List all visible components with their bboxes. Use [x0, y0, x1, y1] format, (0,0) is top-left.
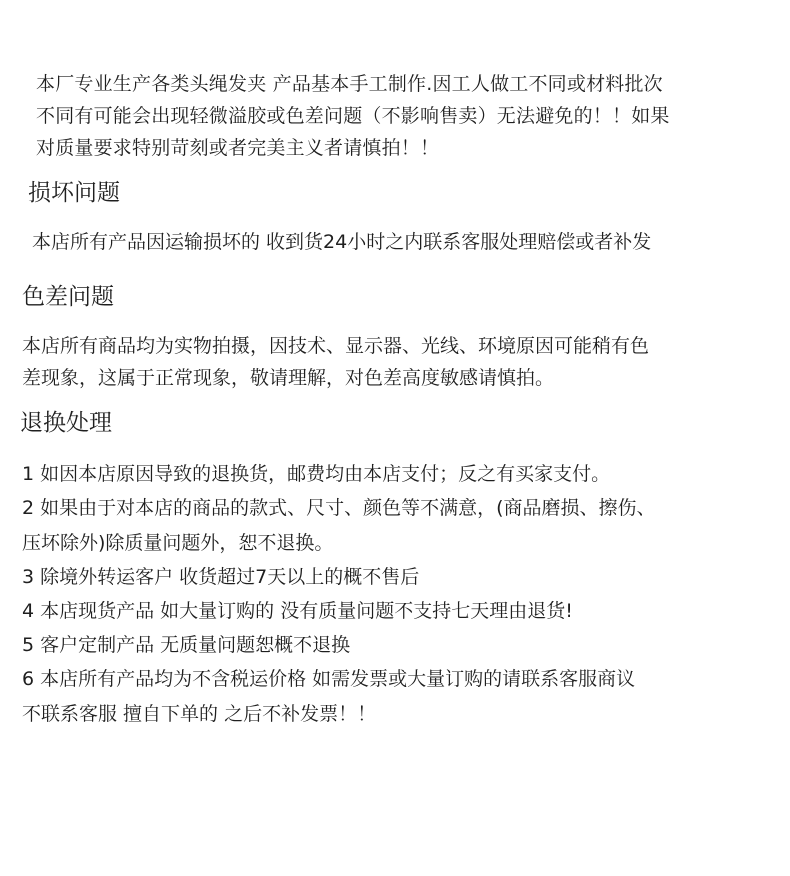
- returns-line: 3 除境外转运客户 收货超过7天以上的概不售后: [22, 566, 420, 588]
- returns-heading: 退换处理: [20, 410, 112, 436]
- damage-heading: 损坏问题: [28, 180, 120, 206]
- intro-notice: [36, 68, 776, 164]
- intro-line: 对质量要求特别苛刻或者完美主义者请慎拍！！: [36, 137, 440, 159]
- color-diff-heading: 色差问题: [22, 284, 114, 310]
- returns-line: 不联系客服 擅自下单的 之后不补发票！！: [22, 703, 377, 725]
- returns-line: 4 本店现货产品 如大量订购的 没有质量问题不支持七天理由退货!: [22, 600, 573, 622]
- color-diff-line: 本店所有商品均为实物拍摄，因技术、显示器、光线、环境原因可能稍有色: [22, 335, 650, 357]
- returns-line: 1 如因本店原因导致的退换货，邮费均由本店支付；反之有买家支付。: [22, 463, 611, 485]
- color-diff-line: 差现象，这属于正常现象，敬请理解，对色差高度敏感请慎拍。: [22, 367, 555, 389]
- returns-line: 压坏除外)除质量问题外，恕不退换。: [22, 532, 334, 554]
- returns-line: 2 如果由于对本店的商品的款式、尺寸、颜色等不满意，(商品磨损、擦伤、: [22, 497, 656, 519]
- returns-line: 5 客户定制产品 无质量问题恕概不退换: [22, 634, 351, 656]
- intro-line: 本厂专业生产各类头绳发夹 产品基本手工制作.因工人做工不同或材料批次: [36, 73, 663, 95]
- returns-line: 6 本店所有产品均为不含税运价格 如需发票或大量订购的请联系客服商议: [22, 668, 636, 690]
- intro-line: 不同有可能会出现轻微溢胶或色差问题（不影响售卖）无法避免的！！如果: [36, 105, 670, 127]
- damage-text: 本店所有产品因运输损坏的 收到货24小时之内联系客服处理赔偿或者补发: [32, 231, 652, 253]
